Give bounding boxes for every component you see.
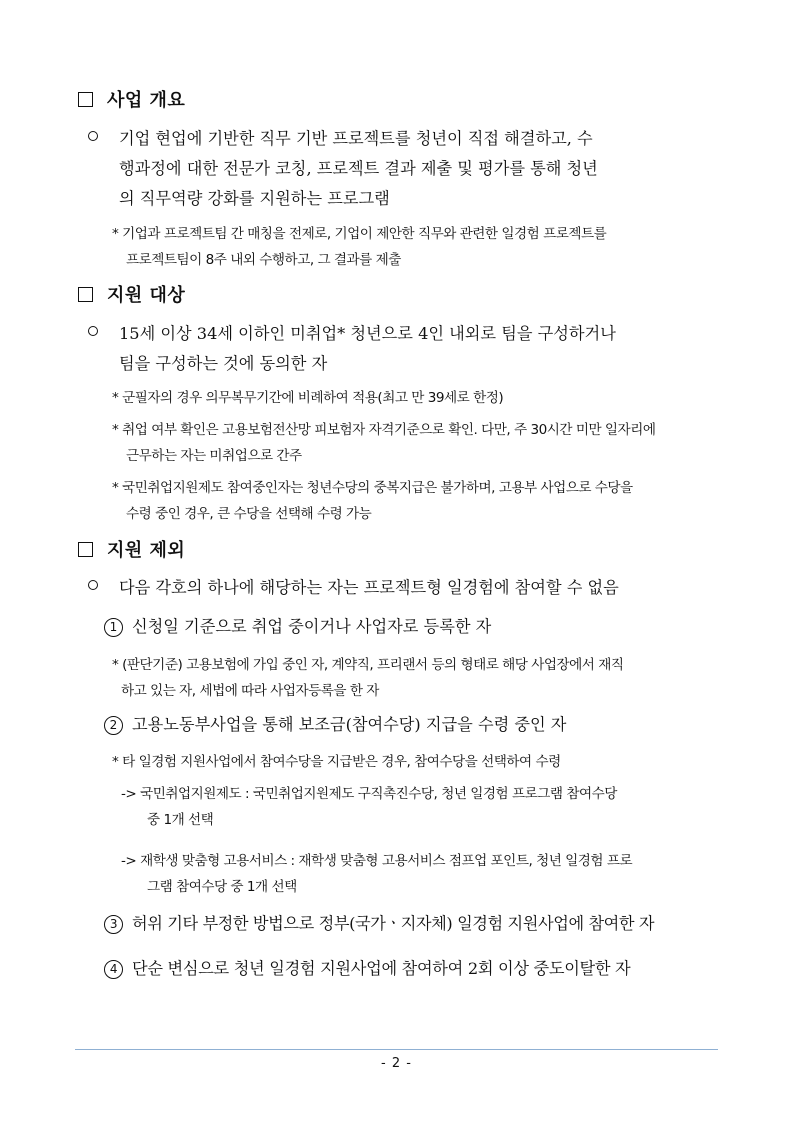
note-line: * 국민취업지원제도 참여중인자는 청년수당의 중복지급은 불가하며, 고용부 사업으로 수당을 [112,480,633,496]
circle-bullet-icon [88,580,98,590]
note-line: * 타 일경험 지원사업에서 참여수당을 지급받은 경우, 참여수당을 선택하여 수령 [112,754,561,770]
bullet-line: 행과정에 대한 전문가 코칭, 프로젝트 결과 제출 및 평가를 통해 청년 [119,159,598,178]
checkbox-square-icon [78,287,93,302]
note-line: 근무하는 자는 미취업으로 간주 [126,448,302,464]
numbered-item: 4 단순 변심으로 청년 일경험 지원사업에 참여하여 2회 이상 중도이탈한 자 [104,955,630,979]
bullet-line: 의 직무역량 강화를 지원하는 프로그램 [119,189,390,208]
bullet-line: 다음 각호의 하나에 해당하는 자는 프로젝트형 일경험에 참여할 수 없음 [119,578,619,597]
note-line: * 취업 여부 확인은 고용보험전산망 피보험자 자격기준으로 확인. 다만, 주 30시간 미만 일자리에 [112,422,656,438]
checkbox-square-icon [78,542,93,557]
bullet-line: 기업 현업에 기반한 직무 기반 프로젝트를 청년이 직접 해결하고, 수 [119,129,593,148]
sub-note-line: -> 재학생 맞춤형 고용서비스 : 재학생 맞춤형 고용서비스 점프업 포인트, 청년 일경험 프로 [121,853,633,869]
circle-bullet-icon [88,326,98,336]
section-heading-exclusion: 지원 제외 [78,536,185,562]
sub-note-line: -> 국민취업지원제도 : 국민취업지원제도 구직촉진수당, 청년 일경험 프로그램 참여수당 [121,786,617,802]
sub-note-line: 그램 참여수당 중 1개 선택 [147,879,297,895]
circle-bullet-icon [88,131,98,141]
note-line: 하고 있는 자, 세법에 따라 사업자등록을 한 자 [121,683,379,699]
note-line: * 군필자의 경우 의무복무기간에 비례하여 적용(최고 만 39세로 한정) [112,390,504,406]
circled-number-2: 2 [104,716,123,735]
bullet-line: 팀을 구성하는 것에 동의한 자 [119,354,328,373]
note-line: 프로젝트팀이 8주 내외 수행하고, 그 결과를 제출 [126,252,401,268]
circled-number-3: 3 [104,915,123,934]
note-line: 수령 중인 경우, 큰 수당을 선택해 수령 가능 [126,506,372,522]
section-heading-overview: 사업 개요 [78,86,185,112]
numbered-item: 3 허위 기타 부정한 방법으로 정부(국가ㆍ지자체) 일경험 지원사업에 참여한 자 [104,910,654,934]
numbered-item: 2 고용노동부사업을 통해 보조금(참여수당) 지급을 수령 중인 자 [104,711,566,735]
note-line: * (판단기준) 고용보험에 가입 중인 자, 계약직, 프리랜서 등의 형태로 해당 사업장에서 재직 [112,657,624,673]
numbered-item: 1 신청일 기준으로 취업 중이거나 사업자로 등록한 자 [104,613,491,637]
bullet-line: 15세 이상 34세 이하인 미취업* 청년으로 4인 내외로 팀을 구성하거나 [119,324,616,343]
circled-number-4: 4 [104,960,123,979]
page-number: - 2 - [381,1056,412,1071]
note-line: * 기업과 프로젝트팀 간 매칭을 전제로, 기업이 제안한 직무와 관련한 일경험 프로젝트를 [112,226,607,242]
circled-number-1: 1 [104,618,123,637]
sub-note-line: 중 1개 선택 [147,812,214,828]
checkbox-square-icon [78,92,93,107]
footer-divider [75,1049,718,1050]
section-heading-target: 지원 대상 [78,281,185,307]
